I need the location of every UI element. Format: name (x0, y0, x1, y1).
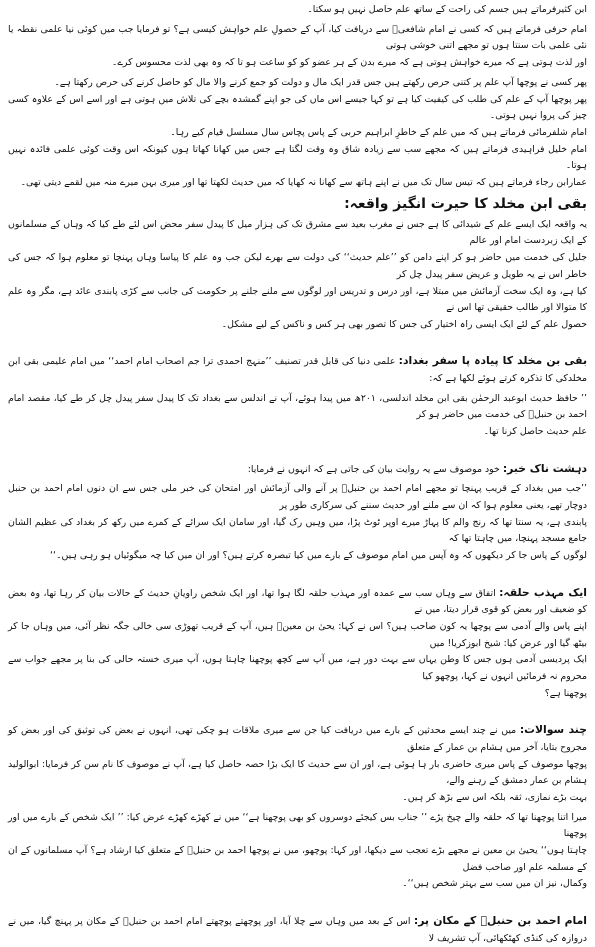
paragraph-ibn-kathir: ابن کثیرفرماتے ہیں جسم کی راحت کے ساتھ علم حاصل نہیں ہو سکتا۔ (307, 4, 587, 15)
paragraph-journey (8, 337, 587, 388)
house-text: اس کے بعد میں وہاں سے چلا آیا، اور پوچھتے پوچھتے امام احمد بن حنبلؒ کے مکان پر پہنچ گیا، میں نے دروازہ کی کنڈی کھٹکھائی، آپ تشریف لا (8, 915, 587, 944)
subheading-some-questions: چند سوالات: (519, 723, 587, 737)
paragraph-news (8, 444, 587, 478)
paragraph-house (8, 896, 587, 947)
circle-text: اتفاق سے وہاں سب سے عمدہ اور مہذب حلقہ لگا ہوا تھا، اور ایک شخص راویانِ حدیث کے حالات بیان کر رہا تھا، وہ بعض کو ضعیف اور بعض کو قوی قرار دیتا، میں نے اپنے پاس والے آدمی سے پوچھا یہ کون صاحب ہیں؟ اس نے کہا: یحیٰ بن معینؒ ہیں، آپ کے قریب تھوڑی سی خالی جگہ نظر آئی، میں وہاں جا کر بیٹھ گیا اور عرض کیا: شیخ ابوزکریا! میں ایک پردیسی آدمی ہوں جس کا وطن یہاں سے بہت دور ہے، میں آپ سے کچھ پوچھنا چاہتا ہوں، آپ میری خستہ حالی کی بنا پر مجھے جواب سے محروم نہ فرمائیں انہوں نے کہا، پوچھو کیا پوچھنا ہے؟ (8, 587, 587, 699)
paragraph-sayings: پھر کسی نے پوچھا آپ علم پر کتنی حرص رکھتے ہیں جس قدر ایک مال و دولت کو جمع کرنے والا مال کو حاصل کرنے کی حرص رکھتا ہے۔ پھر پوچھا آپ کے علم کی طلب کی کیفیت کیا ہے تو کہا جیسے اس ماں کی جو اپنے گمشدہ بچے کی تلاش میں ہوتی ہے اور اسے اس کے علاوہ کسی چیز کی پروا نہیں ہوتی۔ امام شلفرمائی فرماتے ہیں کہ میں علم کے خاطرِ ابراہیم حربی کے پاس پچاس سال مسلسل قیام کیے رہا۔ امام خلیل فراہیدی فرماتے ہیں کہ مجھے سب سے زیادہ شاق وہ وقت لگتا ہے جس میں کھانا کھاتا ہوں کیونکہ اس وقت کوئی علمی فائدہ نہیں ہوتا۔ عمارابن رجاء فرماتے ہیں کہ تیس سال تک میں نے اپنے ہاتھ سے کھانا نہ کھایا کہ میں حدیث لکھتا تھا اور میری بہن میرے منہ میں لقمے دیتی تھی۔ (8, 76, 587, 189)
subheading-at-imam-house: امام احمد بن حنبلؒ کے مکان پر: (413, 913, 587, 927)
news-text: خود موصوف سے یہ روایت بیان کی جاتی ہے کہ انہوں نے فرمایا: (247, 463, 503, 475)
section-heading-baqi-ibn-makhlad: بقی ابن مخلد کا حیرت انگیز واقعہ: (344, 195, 587, 212)
paragraph-quote-hafiz: ’’ حافظ حدیث ابوعبد الرحمٰن بقی ابن مخلد اندلسی، ۲۰۱ھ میں پیدا ہوئے، آپ نے اندلس سے بغداد تک کا پیدل سفر پیدل چل کر طے کیا، مقصد امام احمد بن حنبلؒ کی خدمت میں حاضر ہو کر علم حدیث حاصل کرنا تھا۔ (8, 392, 588, 438)
subheading-refined-circle: ایک مہذب حلقہ: (499, 585, 587, 599)
journey-text: علمی دنیا کی قابل قدر تصنیف ’’منہج احمدی ترا جم اصحاب امام احمد‘‘ میں امام علیمی بقی ابن مخلدکی کا تذکرہ کرتے ہوئے لکھا ہے کہ: (8, 356, 587, 385)
paragraph-questions (8, 705, 587, 806)
paragraph-baghdad-arrival: ’’جب میں بغداد کے قریب پہنچا تو مجھے امام احمد بن حنبلؒ پر آنے والی آزمائش اور امتحان کی خبر ملی جس سے ان دنوں امام احمد بن حنبل دوچار تھے، یعنی معلوم ہوا کہ ان سے ملنے اور حدیث سننے کی سرکاری طور پر پابندی ہے، یہ سنتا تھا کہ رنج والم کا پہاڑ میرے اوپر ٹوٹ پڑا، میں وہیں رک گیا، اور سامان ایک سرائے کے کمرے میں رکھ کر بغداد کی عظیم الشان جامع مسجد پہنچا، میں چاہتا تھا کہ لوگوں کے پاس جا کر دیکھوں کہ وہ آپس میں امام موصوف کے بارے میں کیا تبصرہ کرتے ہیں؟ اور ان میں کیا چہ میگوئیاں ہو رہی ہیں۔‘‘ (8, 483, 587, 562)
paragraph-story-intro: یہ واقعہ ایک ایسے علم کے شیدائی کا ہے جس نے مغرب بعید سے مشرق تک کی ہزار میل کا پیدل سفر محض اس لئے طے کیا کہ وہاں کے مسلمانوں کے ایک زبردست امام اور عالم جلیل کی خدمت میں حاضر ہو کر اپنے دامن کو ’’علم حدیث‘‘ کی دولت سے بھرے لیکن جب وہ علم کا پیاسا وہاں پہنچا تو معلوم ہوا کہ جس کی خاطر اس نے یہ طویل و عریض سفر پیدل چل کر کیا ہے، وہ ایک سخت آزمائش میں مبتلا ہے، اور درس و تدریس اور لوگوں سے ملنے جلنے پر حکومت کی جانب سے کڑی پابندی عائد ہے، مگر وہ علم کا متوالا اور طالب حقیقی تھا اس نے حصول علم کے لئے ایک ایسی راہ اختیار کی جس کا تصور بھی ہر کس و ناکس کے لیے مشکل۔ (8, 218, 587, 330)
paragraph-ahmad-question: میرا اتنا پوچھنا تھا کہ حلقہ والے چیخ پڑے ’’ جناب بس کیجئے دوسروں کو بھی پوچھنا ہے‘‘ میں نے کھڑے کھڑے عرض کیا: ’’ ایک شخص کے بارے میں اور پوچھنا چاہتا ہوں‘‘ یحییٰ بن معین نے مجھے بڑے تعجب سے دیکھا، اور کہا: پوچھو، میں نے پوچھا احمد بن حنبلؒ کے متعلق کیا ارشاد ہے؟ آپ مسلمانوں کے ان کے مسلمہ علم اور صاحب فضل وکمال، نیز ان میں سب سے بہتر شخص ہیں‘‘۔ (8, 811, 587, 890)
paragraph-imam-shafi: امام حرفی فرماتے ہیں کہ کسی نے امام شافعیؒ سے دریافت کیا، آپ کے حصولِ علم خواہش کیسی ہے؟ تو فرمایا جب میں کوئی نیا علمی نقطہ یا نئی علمی بات سنتا ہوں تو مجھے اتنی خوشی ہوتی اور لذت ہوتی ہے کہ میرے خواہش ہوتی ہے کہ میرے بدن کے ہر عضو کو کو ساعت ہو تا کہ وہ بھی لذت محسوس کرے۔ (8, 23, 587, 69)
subheading-journey-to-baghdad: بقی بن مخلد کا پیادہ پا سفر بغداد: (398, 354, 587, 368)
questions-text: میں نے چند ایسے محدثین کے بارے میں دریافت کیا جن سے میری ملاقات ہو چکی تھی، انہوں نے بعض کی توثیق کی اور بعض کو مجروح بتایا، آخر میں ہشام بن عمار کے متعلق پوچھا موصوف کے پاس میری حاضری بار ہا ہوئی ہے، اور ان سے حدیث کا ایک بڑا حصہ حاصل کیا ہے، آپ نے موصوف کا نام سن کر فرمایا: ابوالولید ہشام بن عمار دمشق کے رہنے والے، بہت بڑے نمازی، ثقہ بلکہ اس سے بڑھ کر ہیں۔ (8, 725, 587, 803)
paragraph-circle (8, 568, 587, 703)
subheading-frightening-news: دہشت ناک خبر: (502, 461, 587, 475)
